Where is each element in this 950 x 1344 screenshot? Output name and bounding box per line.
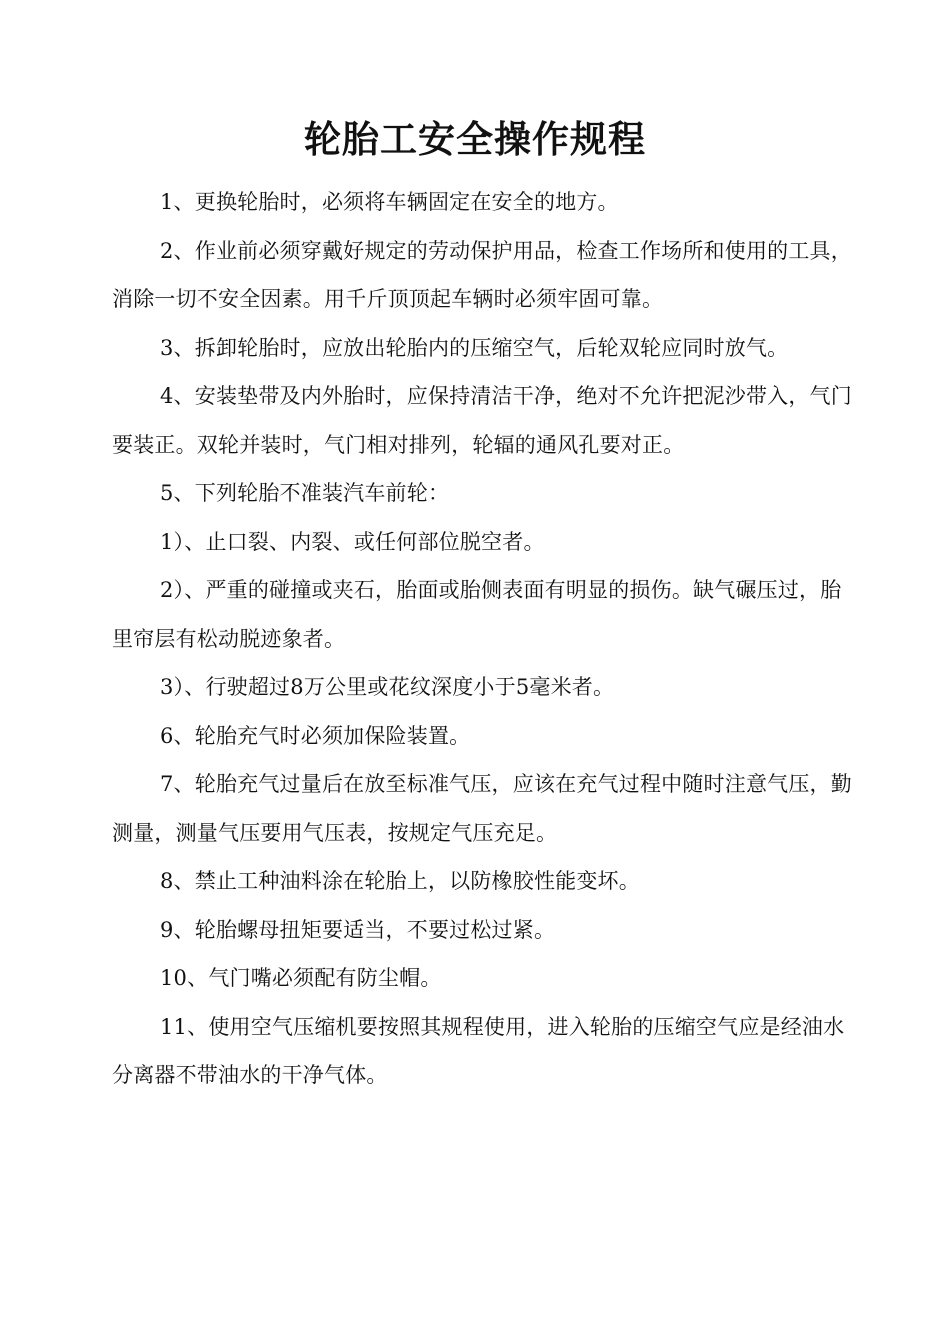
paragraph-1: 1、更换轮胎时，必须将车辆固定在安全的地方。: [160, 190, 619, 214]
paragraph-10: 10、气门嘴必须配有防尘帽。: [160, 966, 442, 990]
document-body: [112, 178, 857, 1100]
sub-item-2: 2）、严重的碰撞或夹石，胎面或胎侧表面有明显的损伤。缺气碾压过，胎里帘层有松动脱迹象者。: [112, 578, 842, 651]
paragraph-8: 8、禁止工种油料涂在轮胎上，以防橡胶性能变坏。: [160, 869, 640, 893]
document-title: 轮胎工安全操作规程: [304, 118, 646, 161]
paragraph-11: 11、使用空气压缩机要按照其规程使用，进入轮胎的压缩空气应是经油水分离器不带油水的干净气体。: [112, 1014, 845, 1087]
sub-item-3: 3）、行驶超过8万公里或花纹深度小于5毫米者。: [160, 675, 615, 699]
paragraph-3: 3、拆卸轮胎时，应放出轮胎内的压缩空气，后轮双轮应同时放气。: [160, 335, 789, 360]
paragraph-7: 7、轮胎充气过量后在放至标准气压，应该在充气过程中随时注意气压，勤测量，测量气压要用气压表，按规定气压充足。: [112, 772, 852, 845]
paragraph-6: 6、轮胎充气时必须加保险装置。: [160, 723, 471, 748]
paragraph-5: 5、下列轮胎不准装汽车前轮：: [160, 481, 450, 505]
paragraph-9: 9、轮胎螺母扭矩要适当，不要过松过紧。: [160, 917, 556, 942]
paragraph-2: 2、作业前必须穿戴好规定的劳动保护用品，检查工作场所和使用的工具，消除一切不安全因素。用千斤顶顶起车辆时必须牢固可靠。: [112, 238, 852, 311]
sub-item-1: 1）、止口裂、内裂、或任何部位脱空者。: [160, 529, 545, 554]
paragraph-4: 4、安装垫带及内外胎时，应保持清洁干净，绝对不允许把泥沙带入，气门要装正。双轮并装时，气门相对排列，轮辐的通风孔要对正。: [112, 384, 852, 457]
